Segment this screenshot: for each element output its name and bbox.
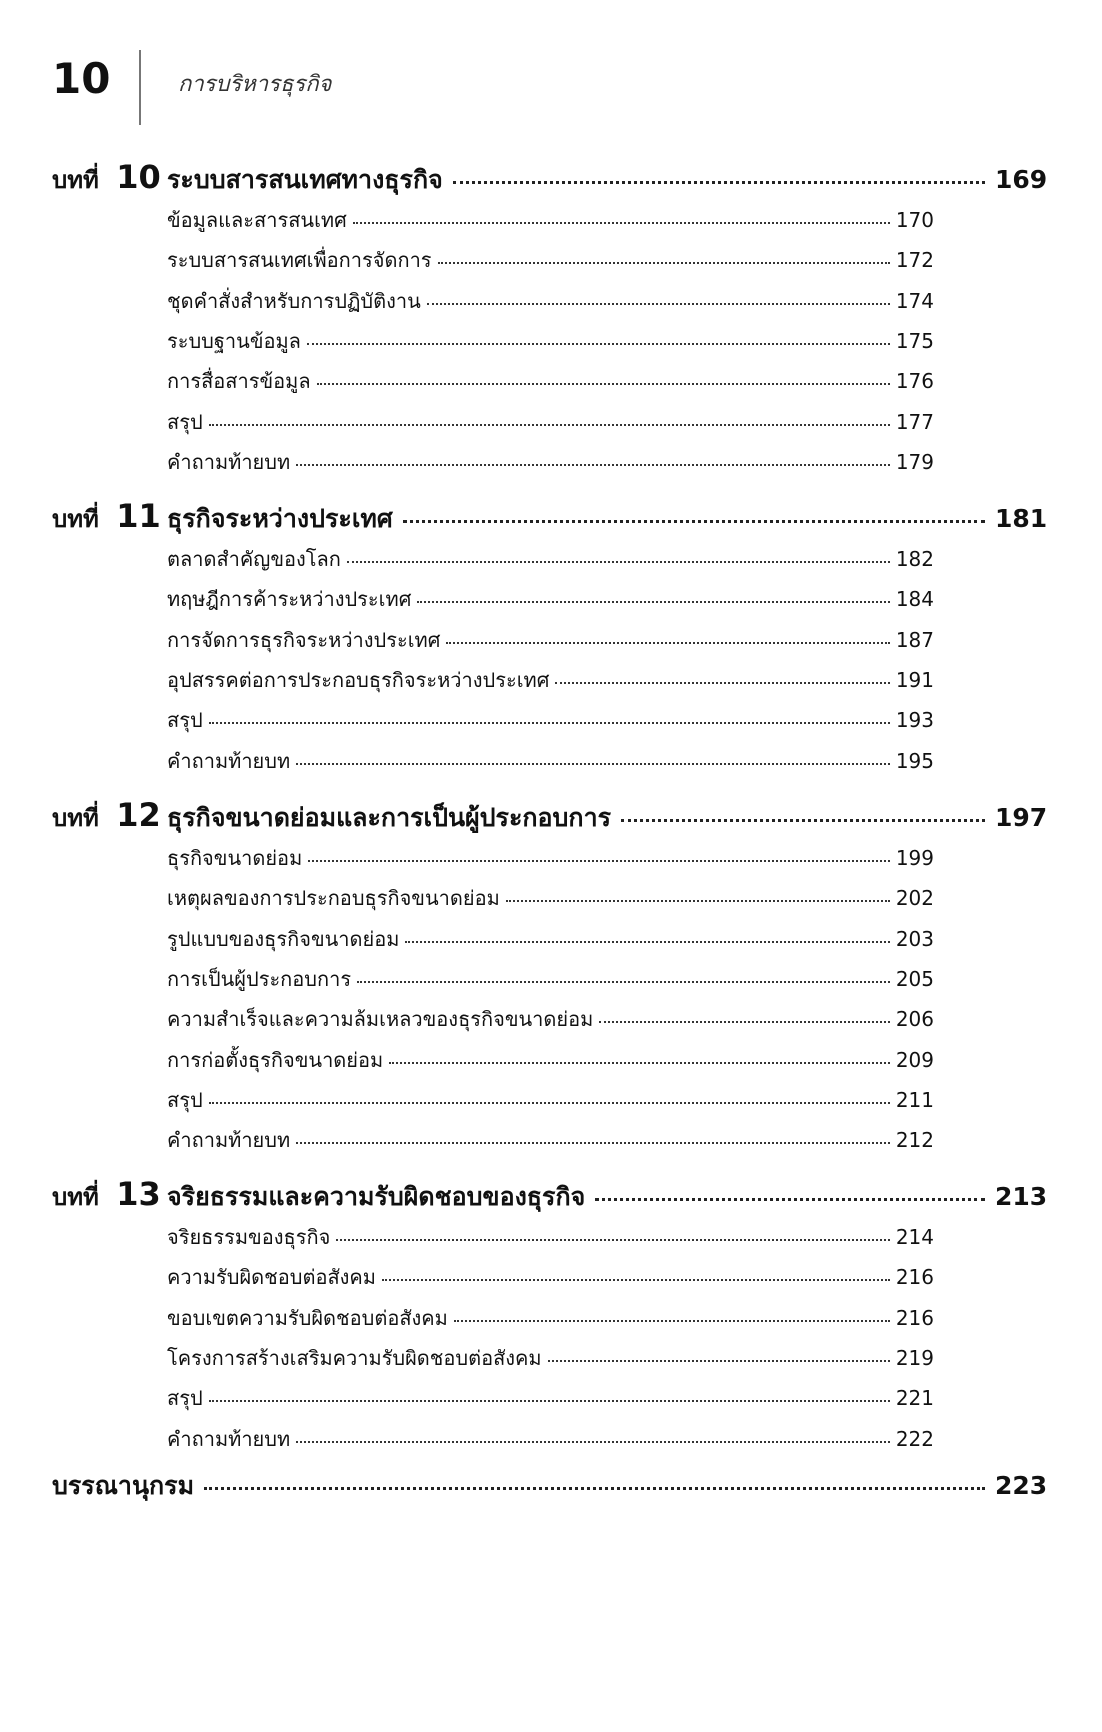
chapter-heading[interactable] [52,796,1048,840]
toc-entry[interactable] [167,624,934,658]
toc-entry-page-number: 176 [895,369,934,393]
toc-entry-title: ระบบสารสนเทศเพื่อการจัดการ [167,248,432,272]
toc-entry-title: ธุรกิจขนาดย่อม [167,846,303,870]
bibliography-heading[interactable] [52,1466,1048,1510]
dot-leader [204,1486,985,1490]
toc-entry[interactable] [167,664,934,698]
toc-entry-page-number: 211 [895,1088,934,1112]
toc-entry[interactable] [167,406,934,440]
toc-entry[interactable] [167,1003,934,1037]
toc-entry-page-number: 206 [895,1007,934,1031]
toc-entry-page-number: 170 [895,208,934,232]
toc-entry-title: การก่อตั้งธุรกิจขนาดย่อม [167,1048,384,1072]
book-title: การบริหารธุรกิจ [178,72,332,97]
toc-entry-page-number: 214 [895,1225,934,1249]
toc-entry-title: การสื่อสารข้อมูล [167,369,311,393]
dot-leader [454,1320,890,1322]
dot-leader [347,561,890,563]
chapter-number: 10 [116,158,161,196]
toc-entry-page-number: 205 [895,967,934,991]
dot-leader [382,1279,890,1281]
chapter-title: ระบบสารสนเทศทางธุรกิจ [167,165,443,194]
toc-entry-page-number: 202 [895,886,934,910]
toc-entry[interactable] [167,583,934,617]
toc-entry[interactable] [167,1261,934,1295]
toc-entry[interactable] [167,285,934,319]
bibliography-page-number: 223 [995,1471,1048,1500]
dot-leader [296,464,890,466]
toc-entry-page-number: 182 [895,547,934,571]
toc-entry-page-number: 177 [895,410,934,434]
toc-entry[interactable] [167,1382,934,1416]
toc-entry[interactable] [167,543,934,577]
toc-entry-page-number: 179 [895,450,934,474]
toc-entry[interactable] [167,325,934,359]
toc-entry-title: โครงการสร้างเสริมความรับผิดชอบต่อสังคม [167,1346,542,1370]
page-number: 10 [52,54,111,103]
toc-entry[interactable] [167,244,934,278]
toc-entry-title: คำถามท้ายบท [167,1128,291,1152]
dot-leader [317,383,890,385]
dot-leader [307,343,890,345]
dot-leader [209,1102,890,1104]
toc-entry-title: การเป็นผู้ประกอบการ [167,967,352,991]
chapter-title: ธุรกิจขนาดย่อมและการเป็นผู้ประกอบการ [167,803,612,832]
chapter-label: บทที่ [52,804,99,832]
toc-entry-title: การจัดการธุรกิจระหว่างประเทศ [167,628,441,652]
toc-entry-page-number: 216 [895,1265,934,1289]
toc-entry-page-number: 203 [895,927,934,951]
toc-entry[interactable] [167,1423,934,1457]
toc-entry-page-number: 184 [895,587,934,611]
chapter-title: ธุรกิจระหว่างประเทศ [167,504,393,533]
chapter-heading[interactable] [52,1175,1048,1219]
toc-entry-title: ระบบฐานข้อมูล [167,329,301,353]
dot-leader [427,303,890,305]
chapter-page-number: 181 [995,504,1048,533]
toc-entry-title: รูปแบบของธุรกิจขนาดย่อม [167,927,400,951]
chapter-number: 11 [116,497,161,535]
dot-leader [405,941,890,943]
dot-leader [555,682,890,684]
dot-leader [599,1021,890,1023]
toc-entry[interactable] [167,963,934,997]
toc-entry-title: สรุป [167,1386,203,1410]
dot-leader [621,818,985,822]
dot-leader [446,642,890,644]
dot-leader [453,180,985,184]
dot-leader [296,763,890,765]
toc-entry[interactable] [167,1302,934,1336]
toc-entry[interactable] [167,1221,934,1255]
toc-entry-page-number: 219 [895,1346,934,1370]
header-divider [139,50,141,125]
dot-leader [506,900,890,902]
dot-leader [209,722,890,724]
chapter-heading[interactable] [52,158,1048,202]
dot-leader [209,1400,890,1402]
toc-entry-page-number: 191 [895,668,934,692]
toc-entry[interactable] [167,446,934,480]
toc-entry[interactable] [167,1084,934,1118]
toc-entry[interactable] [167,704,934,738]
toc-entry[interactable] [167,745,934,779]
dot-leader [389,1062,890,1064]
chapter-label: บทที่ [52,505,99,533]
toc-entry-title: สรุป [167,708,203,732]
toc-entry[interactable] [167,365,934,399]
toc-entry-title: ขอบเขตความรับผิดชอบต่อสังคม [167,1306,448,1330]
toc-entry-page-number: 212 [895,1128,934,1152]
toc-entry-title: คำถามท้ายบท [167,450,291,474]
toc-entry-page-number: 195 [895,749,934,773]
dot-leader [308,860,890,862]
toc-entry[interactable] [167,204,934,238]
toc-entry-title: ความรับผิดชอบต่อสังคม [167,1265,376,1289]
toc-entry-page-number: 193 [895,708,934,732]
chapter-label: บทที่ [52,1183,99,1211]
dot-leader [296,1142,890,1144]
chapter-label: บทที่ [52,166,99,194]
toc-entry-title: เหตุผลของการประกอบธุรกิจขนาดย่อม [167,886,500,910]
chapter-page-number: 213 [995,1182,1048,1211]
toc-entry-title: สรุป [167,410,203,434]
chapter-page-number: 197 [995,803,1048,832]
dot-leader [548,1360,890,1362]
toc-entry-title: ข้อมูลและสารสนเทศ [167,208,347,232]
toc-entry[interactable] [167,923,934,957]
toc-entry-page-number: 187 [895,628,934,652]
toc-entry-page-number: 172 [895,248,934,272]
toc-entry-title: จริยธรรมของธุรกิจ [167,1225,331,1249]
toc-entry-page-number: 199 [895,846,934,870]
bibliography-title: บรรณานุกรม [52,1471,195,1500]
chapter-number: 12 [116,796,161,834]
dot-leader [296,1441,890,1443]
toc-entry-title: สรุป [167,1088,203,1112]
toc-entry-page-number: 222 [895,1427,934,1451]
toc-entry-page-number: 216 [895,1306,934,1330]
chapter-number: 13 [116,1175,161,1213]
chapter-title: จริยธรรมและความรับผิดชอบของธุรกิจ [167,1182,586,1211]
toc-entry[interactable] [167,882,934,916]
dot-leader [417,601,890,603]
toc-entry-page-number: 174 [895,289,934,313]
toc-entry-title: ความสำเร็จและความล้มเหลวของธุรกิจขนาดย่อม [167,1007,594,1031]
toc-entry-title: ชุดคำสั่งสำหรับการปฏิบัติงาน [167,289,421,313]
chapter-page-number: 169 [995,165,1048,194]
toc-entry-title: คำถามท้ายบท [167,749,291,773]
toc-entry-title: คำถามท้ายบท [167,1427,291,1451]
dot-leader [336,1239,890,1241]
toc-entry[interactable] [167,1342,934,1376]
toc-entry-page-number: 221 [895,1386,934,1410]
dot-leader [209,424,890,426]
toc-entry[interactable] [167,1044,934,1078]
dot-leader [357,981,890,983]
toc-entry-title: ทฤษฎีการค้าระหว่างประเทศ [167,587,412,611]
toc-entry[interactable] [167,1124,934,1158]
toc-entry-page-number: 209 [895,1048,934,1072]
dot-leader [353,222,890,224]
dot-leader [438,262,890,264]
toc-entry-title: อุปสรรคต่อการประกอบธุรกิจระหว่างประเทศ [167,668,550,692]
dot-leader [595,1197,985,1201]
dot-leader [403,519,985,523]
chapter-heading[interactable] [52,497,1048,541]
toc-entry[interactable] [167,842,934,876]
toc-entry-page-number: 175 [895,329,934,353]
toc-entry-title: ตลาดสำคัญของโลก [167,547,341,571]
